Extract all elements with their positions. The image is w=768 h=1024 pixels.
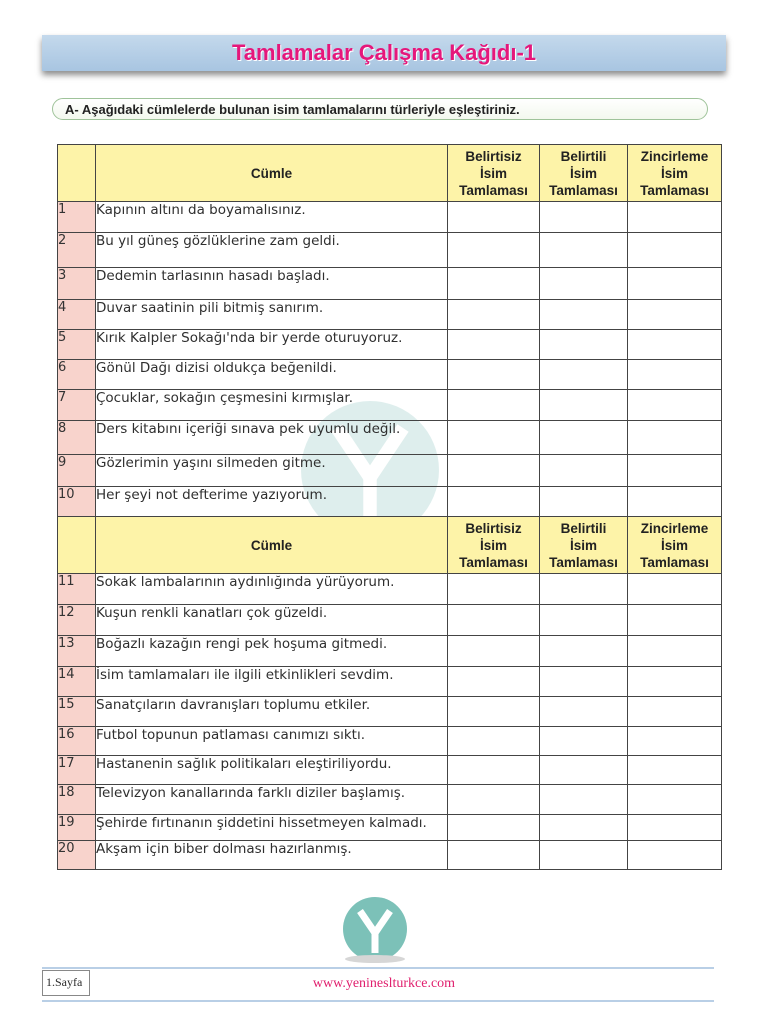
row-sentence: Kuşun renkli kanatları çok güzeldi. bbox=[96, 605, 448, 636]
header-belirtisiz-line: Tamlaması bbox=[459, 182, 528, 198]
row-sentence: Şehirde fırtınanın şiddetini hissetmeyen kalmadı. bbox=[96, 815, 448, 841]
row-number: 2 bbox=[58, 233, 96, 268]
table-row bbox=[58, 785, 722, 815]
row-sentence: Duvar saatinin pili bitmiş sanırım. bbox=[96, 300, 448, 330]
worksheet-table bbox=[57, 144, 722, 870]
answer-belirtili-cell[interactable] bbox=[540, 455, 628, 487]
table-row bbox=[58, 815, 722, 841]
answer-belirtisiz-cell[interactable] bbox=[448, 727, 540, 756]
answer-belirtisiz-cell[interactable] bbox=[448, 815, 540, 841]
row-sentence: Kırık Kalpler Sokağı'nda bir yerde oturuyoruz. bbox=[96, 330, 448, 360]
answer-belirtisiz-cell[interactable] bbox=[448, 667, 540, 697]
answer-belirtili-cell[interactable] bbox=[540, 390, 628, 421]
answer-belirtili-cell[interactable] bbox=[540, 841, 628, 870]
table-row bbox=[58, 574, 722, 605]
answer-belirtili-cell[interactable] bbox=[540, 815, 628, 841]
footer-divider bbox=[42, 967, 714, 969]
header-num bbox=[58, 517, 96, 574]
answer-belirtisiz-cell[interactable] bbox=[448, 202, 540, 233]
header-num bbox=[58, 145, 96, 202]
answer-zincirleme-cell[interactable] bbox=[628, 487, 722, 517]
answer-belirtili-cell[interactable] bbox=[540, 727, 628, 756]
header-zincirleme-line: İsim bbox=[660, 537, 688, 553]
row-sentence: Gözlerimin yaşını silmeden gitme. bbox=[96, 455, 448, 487]
answer-belirtisiz-cell[interactable] bbox=[448, 756, 540, 785]
table-row bbox=[58, 605, 722, 636]
answer-belirtisiz-cell[interactable] bbox=[448, 390, 540, 421]
answer-belirtili-cell[interactable] bbox=[540, 360, 628, 390]
row-sentence: Kapının altını da boyamalısınız. bbox=[96, 202, 448, 233]
answer-belirtisiz-cell[interactable] bbox=[448, 785, 540, 815]
row-number: 9 bbox=[58, 455, 96, 487]
header-belirtisiz bbox=[448, 517, 540, 574]
row-sentence: Boğazlı kazağın rengi pek hoşuma gitmedi. bbox=[96, 636, 448, 667]
row-sentence: Dedemin tarlasının hasadı başladı. bbox=[96, 268, 448, 300]
answer-belirtisiz-cell[interactable] bbox=[448, 233, 540, 268]
answer-zincirleme-cell[interactable] bbox=[628, 636, 722, 667]
answer-belirtili-cell[interactable] bbox=[540, 330, 628, 360]
answer-belirtisiz-cell[interactable] bbox=[448, 421, 540, 455]
table-row bbox=[58, 667, 722, 697]
answer-belirtili-cell[interactable] bbox=[540, 233, 628, 268]
header-zincirleme bbox=[628, 145, 722, 202]
header-zincirleme-line: Zincirleme bbox=[640, 520, 709, 536]
header-belirtisiz-line: İsim bbox=[479, 165, 507, 181]
row-number: 19 bbox=[58, 815, 96, 841]
row-number: 11 bbox=[58, 574, 96, 605]
header-belirtili-line: Tamlaması bbox=[549, 554, 618, 570]
header-belirtisiz bbox=[448, 145, 540, 202]
table-row bbox=[58, 202, 722, 233]
row-sentence: Hastanenin sağlık politikaları eleştiriliyordu. bbox=[96, 756, 448, 785]
row-number: 18 bbox=[58, 785, 96, 815]
table-row bbox=[58, 727, 722, 756]
answer-belirtili-cell[interactable] bbox=[540, 487, 628, 517]
answer-belirtisiz-cell[interactable] bbox=[448, 841, 540, 870]
header-zincirleme bbox=[628, 517, 722, 574]
answer-zincirleme-cell[interactable] bbox=[628, 360, 722, 390]
answer-belirtisiz-cell[interactable] bbox=[448, 360, 540, 390]
answer-belirtisiz-cell[interactable] bbox=[448, 487, 540, 517]
row-number: 4 bbox=[58, 300, 96, 330]
answer-belirtisiz-cell[interactable] bbox=[448, 455, 540, 487]
row-sentence: Gönül Dağı dizisi oldukça beğenildi. bbox=[96, 360, 448, 390]
row-sentence: Sanatçıların davranışları toplumu etkiler. bbox=[96, 697, 448, 727]
row-sentence: Bu yıl güneş gözlüklerine zam geldi. bbox=[96, 233, 448, 268]
table-row bbox=[58, 390, 722, 421]
table-row bbox=[58, 636, 722, 667]
row-number: 15 bbox=[58, 697, 96, 727]
answer-zincirleme-cell[interactable] bbox=[628, 455, 722, 487]
table-row bbox=[58, 756, 722, 785]
row-number: 12 bbox=[58, 605, 96, 636]
row-number: 13 bbox=[58, 636, 96, 667]
row-number: 10 bbox=[58, 487, 96, 517]
row-number: 3 bbox=[58, 268, 96, 300]
row-sentence: Televizyon kanallarında farklı diziler başlamış. bbox=[96, 785, 448, 815]
header-sentence: Cümle bbox=[96, 145, 448, 202]
row-number: 7 bbox=[58, 390, 96, 421]
header-belirtisiz-line: İsim bbox=[479, 537, 507, 553]
answer-belirtisiz-cell[interactable] bbox=[448, 636, 540, 667]
header-belirtili-line: Belirtili bbox=[560, 520, 607, 536]
answer-belirtisiz-cell[interactable] bbox=[448, 697, 540, 727]
header-belirtili-line: İsim bbox=[569, 165, 597, 181]
header-zincirleme-line: Zincirleme bbox=[640, 148, 709, 164]
table-row bbox=[58, 330, 722, 360]
website-link[interactable]: www.yenineslturkce.com bbox=[312, 976, 456, 991]
answer-zincirleme-cell[interactable] bbox=[628, 421, 722, 455]
header-belirtili-line: Tamlaması bbox=[549, 182, 618, 198]
page-title: Tamlamalar Çalışma Kağıdı-1 bbox=[231, 40, 537, 65]
table-row bbox=[58, 360, 722, 390]
answer-zincirleme-cell[interactable] bbox=[628, 605, 722, 636]
header-belirtili bbox=[540, 145, 628, 202]
answer-belirtili-cell[interactable] bbox=[540, 756, 628, 785]
row-number: 17 bbox=[58, 756, 96, 785]
answer-zincirleme-cell[interactable] bbox=[628, 815, 722, 841]
answer-belirtili-cell[interactable] bbox=[540, 785, 628, 815]
row-number: 6 bbox=[58, 360, 96, 390]
page-number: 1.Sayfa bbox=[42, 970, 90, 996]
row-sentence: Çocuklar, sokağın çeşmesini kırmışlar. bbox=[96, 390, 448, 421]
row-number: 14 bbox=[58, 667, 96, 697]
answer-belirtisiz-cell[interactable] bbox=[448, 300, 540, 330]
row-number: 1 bbox=[58, 202, 96, 233]
answer-zincirleme-cell[interactable] bbox=[628, 233, 722, 268]
table-row bbox=[58, 841, 722, 870]
table-row bbox=[58, 697, 722, 727]
table-header-row bbox=[58, 517, 722, 574]
answer-belirtili-cell[interactable] bbox=[540, 605, 628, 636]
table-row bbox=[58, 421, 722, 455]
answer-zincirleme-cell[interactable] bbox=[628, 667, 722, 697]
answer-zincirleme-cell[interactable] bbox=[628, 390, 722, 421]
row-sentence: Futbol topunun patlaması canımızı sıktı. bbox=[96, 727, 448, 756]
instruction-text: A- Aşağıdaki cümlelerde bulunan isim tamlamalarını türleriyle eşleştiriniz. bbox=[65, 102, 520, 117]
answer-belirtili-cell[interactable] bbox=[540, 300, 628, 330]
answer-zincirleme-cell[interactable] bbox=[628, 727, 722, 756]
answer-belirtisiz-cell[interactable] bbox=[448, 574, 540, 605]
table-row bbox=[58, 455, 722, 487]
header-zincirleme-line: İsim bbox=[660, 165, 688, 181]
answer-belirtili-cell[interactable] bbox=[540, 421, 628, 455]
answer-belirtisiz-cell[interactable] bbox=[448, 605, 540, 636]
answer-zincirleme-cell[interactable] bbox=[628, 300, 722, 330]
row-number: 5 bbox=[58, 330, 96, 360]
header-belirtili bbox=[540, 517, 628, 574]
answer-zincirleme-cell[interactable] bbox=[628, 202, 722, 233]
table-row bbox=[58, 300, 722, 330]
answer-zincirleme-cell[interactable] bbox=[628, 268, 722, 300]
answer-zincirleme-cell[interactable] bbox=[628, 841, 722, 870]
answer-belirtili-cell[interactable] bbox=[540, 636, 628, 667]
row-number: 20 bbox=[58, 841, 96, 870]
answer-belirtisiz-cell[interactable] bbox=[448, 330, 540, 360]
answer-zincirleme-cell[interactable] bbox=[628, 574, 722, 605]
table-row bbox=[58, 233, 722, 268]
row-sentence: Ders kitabını içeriği sınava pek uyumlu değil. bbox=[96, 421, 448, 455]
title-bar bbox=[42, 35, 726, 71]
answer-zincirleme-cell[interactable] bbox=[628, 697, 722, 727]
header-belirtisiz-line: Belirtisiz bbox=[465, 520, 522, 536]
row-sentence: İsim tamlamaları ile ilgili etkinlikleri sevdim. bbox=[96, 667, 448, 697]
answer-belirtili-cell[interactable] bbox=[540, 667, 628, 697]
answer-zincirleme-cell[interactable] bbox=[628, 756, 722, 785]
table-row bbox=[58, 487, 722, 517]
table-row bbox=[58, 268, 722, 300]
answer-zincirleme-cell[interactable] bbox=[628, 330, 722, 360]
footer-divider-bottom bbox=[42, 1000, 714, 1002]
header-zincirleme-line: Tamlaması bbox=[640, 554, 709, 570]
header-sentence: Cümle bbox=[96, 517, 448, 574]
row-sentence: Her şeyi not defterime yazıyorum. bbox=[96, 487, 448, 517]
answer-belirtili-cell[interactable] bbox=[540, 268, 628, 300]
table-header-row bbox=[58, 145, 722, 202]
row-number: 16 bbox=[58, 727, 96, 756]
instruction-box bbox=[52, 98, 708, 120]
header-zincirleme-line: Tamlaması bbox=[640, 182, 709, 198]
header-belirtili-line: Belirtili bbox=[560, 148, 607, 164]
answer-zincirleme-cell[interactable] bbox=[628, 785, 722, 815]
answer-belirtili-cell[interactable] bbox=[540, 574, 628, 605]
answer-belirtisiz-cell[interactable] bbox=[448, 268, 540, 300]
answer-belirtili-cell[interactable] bbox=[540, 697, 628, 727]
site-logo-icon bbox=[330, 887, 420, 967]
header-belirtisiz-line: Belirtisiz bbox=[465, 148, 522, 164]
answer-belirtili-cell[interactable] bbox=[540, 202, 628, 233]
row-number: 8 bbox=[58, 421, 96, 455]
row-sentence: Akşam için biber dolması hazırlanmış. bbox=[96, 841, 448, 870]
header-belirtili-line: İsim bbox=[569, 537, 597, 553]
row-sentence: Sokak lambalarının aydınlığında yürüyorum. bbox=[96, 574, 448, 605]
header-belirtisiz-line: Tamlaması bbox=[459, 554, 528, 570]
